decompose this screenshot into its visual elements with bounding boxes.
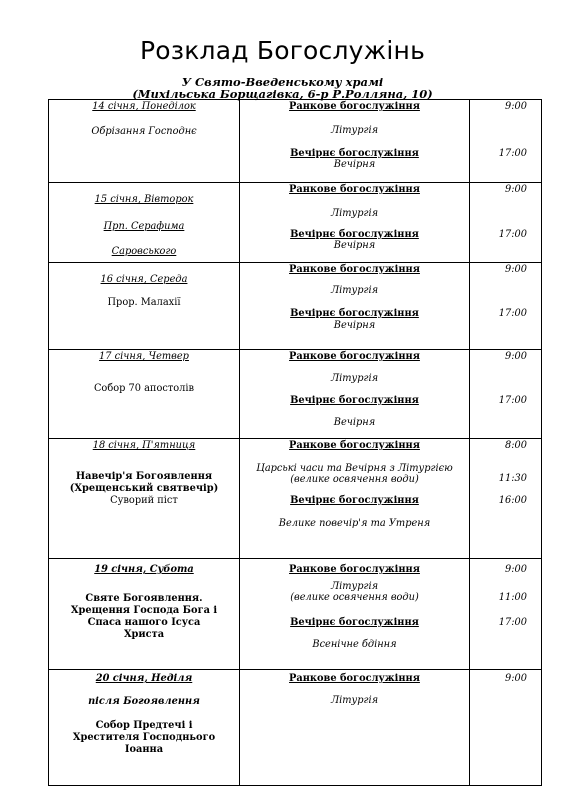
feast-name: Хрестителя Господнього bbox=[72, 732, 216, 743]
service-water-blessing: (велике освячення води) bbox=[290, 592, 419, 603]
feast-name: Саровського bbox=[111, 246, 177, 257]
time: 17:00 bbox=[498, 308, 527, 319]
church-address: (Михільська Борщагівка, 6-р Р.Ролляна, 10) bbox=[132, 87, 433, 101]
time: 9:00 bbox=[505, 673, 527, 684]
times-cell bbox=[470, 100, 542, 183]
day-date: 19 січня, Субота bbox=[94, 564, 194, 575]
schedule-row bbox=[49, 670, 542, 786]
time: 17:00 bbox=[498, 617, 527, 628]
feast-name: Іоанна bbox=[124, 744, 164, 755]
services-cell bbox=[240, 183, 470, 263]
schedule-row bbox=[49, 559, 542, 670]
service-evening: Вечірнє богослужіння bbox=[290, 308, 419, 319]
schedule-row bbox=[49, 183, 542, 263]
schedule-row bbox=[49, 100, 542, 183]
service-morning: Ранкове богослужіння bbox=[289, 101, 420, 112]
date-cell bbox=[49, 670, 240, 786]
service-vigil: Всенічне бдіння bbox=[312, 639, 397, 650]
feast-name: після Богоявлення bbox=[88, 696, 200, 707]
day-date: 20 січня, Неділя bbox=[95, 673, 193, 684]
date-cell bbox=[49, 559, 240, 670]
time: 11:00 bbox=[498, 592, 527, 603]
time: 9:00 bbox=[505, 264, 527, 275]
service-evening: Вечірнє богослужіння bbox=[290, 395, 419, 406]
time: 16:00 bbox=[498, 495, 527, 506]
times-cell bbox=[470, 183, 542, 263]
services-cell bbox=[240, 559, 470, 670]
day-date: 14 січня, Понеділок bbox=[92, 101, 196, 112]
service-vespers: Вечірня bbox=[333, 159, 376, 170]
service-evening: Вечірнє богослужіння bbox=[290, 229, 419, 240]
time: 9:00 bbox=[505, 184, 527, 195]
service-vespers: Вечірня bbox=[333, 417, 376, 428]
times-cell bbox=[470, 439, 542, 559]
service-liturgy: Літургія bbox=[330, 373, 379, 384]
service-vespers: Вечірня bbox=[333, 240, 376, 251]
service-morning: Ранкове богослужіння bbox=[289, 673, 420, 684]
service-liturgy: Літургія bbox=[330, 695, 379, 706]
schedule-row bbox=[49, 350, 542, 439]
service-royal-hours: Царські часи та Вечірня з Літургією bbox=[256, 463, 453, 474]
time: 9:00 bbox=[505, 564, 527, 575]
feast-name: Прор. Малахії bbox=[107, 297, 181, 308]
page-title: Розклад Богослужінь bbox=[139, 36, 426, 65]
time: 11:30 bbox=[498, 473, 527, 484]
times-cell bbox=[470, 350, 542, 439]
service-liturgy: Літургія bbox=[330, 125, 379, 136]
feast-name: Собор 70 апостолів bbox=[93, 383, 195, 394]
services-cell bbox=[240, 263, 470, 350]
day-date: 18 січня, П'ятниця bbox=[92, 440, 196, 451]
schedule-row bbox=[49, 439, 542, 559]
feast-name: Христа bbox=[123, 629, 165, 640]
service-morning: Ранкове богослужіння bbox=[289, 351, 420, 362]
times-cell bbox=[470, 263, 542, 350]
time: 9:00 bbox=[505, 351, 527, 362]
feast-name: Навечір'я Богоявлення bbox=[75, 471, 213, 482]
service-morning: Ранкове богослужіння bbox=[289, 440, 420, 451]
date-cell bbox=[49, 183, 240, 263]
feast-name: Хрещення Господа Бога і bbox=[70, 605, 218, 616]
time: 17:00 bbox=[498, 229, 527, 240]
times-cell bbox=[470, 670, 542, 786]
day-date: 15 січня, Вівторок bbox=[94, 194, 194, 205]
date-cell bbox=[49, 263, 240, 350]
church-name: У Свято-Введенському храмі bbox=[181, 75, 384, 89]
services-cell bbox=[240, 439, 470, 559]
service-water-blessing: (велике освячення води) bbox=[290, 474, 419, 485]
day-date: 17 січня, Четвер bbox=[99, 351, 189, 362]
feast-name: Прп. Серафима bbox=[103, 221, 185, 232]
day-date: 16 січня, Середа bbox=[100, 274, 188, 285]
schedule-row bbox=[49, 263, 542, 350]
date-cell bbox=[49, 350, 240, 439]
feast-name: Собор Предтечі і bbox=[95, 720, 193, 731]
service-liturgy: Літургія bbox=[330, 208, 379, 219]
services-cell bbox=[240, 350, 470, 439]
service-compline: Велике повечір'я та Утреня bbox=[278, 518, 431, 529]
service-vespers: Вечірня bbox=[333, 320, 376, 331]
time: 17:00 bbox=[498, 395, 527, 406]
time: 17:00 bbox=[498, 148, 527, 159]
feast-name: (Хрещенський святвечір) bbox=[69, 483, 219, 494]
service-evening: Вечірнє богослужіння bbox=[290, 617, 419, 628]
schedule-table bbox=[48, 99, 542, 786]
service-evening: Вечірнє богослужіння bbox=[290, 148, 419, 159]
feast-name: Спаса нашого Ісуса bbox=[87, 617, 201, 628]
service-morning: Ранкове богослужіння bbox=[289, 264, 420, 275]
date-cell bbox=[49, 439, 240, 559]
services-cell bbox=[240, 100, 470, 183]
feast-name: Святе Богоявлення. bbox=[85, 593, 203, 604]
feast-name: Обрізання Господнє bbox=[91, 126, 197, 137]
services-cell bbox=[240, 670, 470, 786]
service-liturgy: Літургія bbox=[330, 581, 379, 592]
service-morning: Ранкове богослужіння bbox=[289, 184, 420, 195]
service-evening: Вечірнє богослужіння bbox=[290, 495, 419, 506]
times-cell bbox=[470, 559, 542, 670]
service-morning: Ранкове богослужіння bbox=[289, 564, 420, 575]
time: 8:00 bbox=[505, 440, 527, 451]
fast-note: Суворий піст bbox=[110, 495, 178, 506]
date-cell bbox=[49, 100, 240, 183]
time: 9:00 bbox=[505, 101, 527, 112]
service-liturgy: Літургія bbox=[330, 285, 379, 296]
